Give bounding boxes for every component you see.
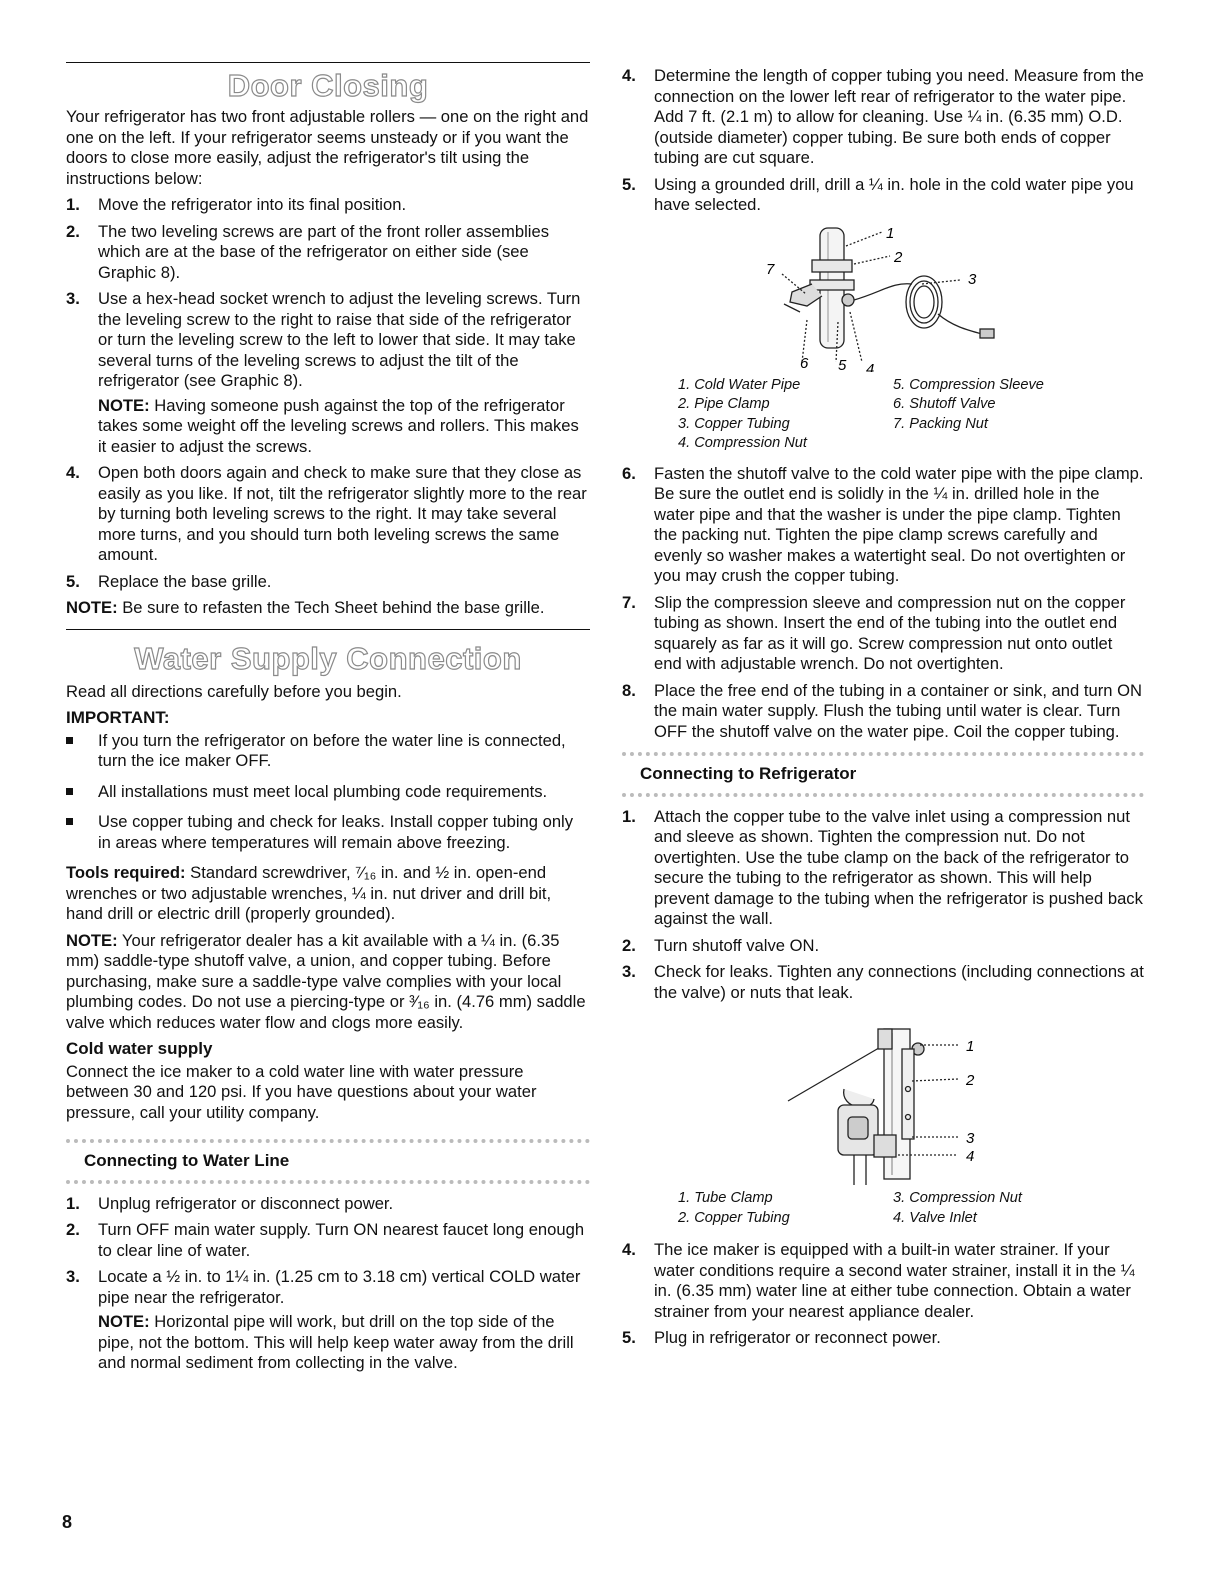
door-note xyxy=(66,598,590,619)
step-number: 8. xyxy=(622,680,636,700)
connecting-refrigerator-heading: Connecting to Refrigerator xyxy=(622,752,1144,797)
cold-water-heading: Cold water supply xyxy=(66,1039,213,1058)
step-text: Place the free end of the tubing in a container or sink, and turn ON the main water supply. Flush the tubing until water is clear. Turn OFF the shutoff valve on the water pipe. Coil the copper tubing. xyxy=(654,680,1142,741)
step-item xyxy=(622,1328,1144,1349)
water-line-steps-cont xyxy=(622,66,1144,216)
step-note xyxy=(98,396,590,458)
figure-label: 4 xyxy=(866,360,875,372)
valve-inlet-captions xyxy=(622,1189,1144,1228)
step-number: 1. xyxy=(66,195,80,214)
caption: 6. Shutoff Valve xyxy=(893,396,996,412)
bullet-square-icon xyxy=(66,788,73,795)
note-text: Horizontal pipe will work, but drill on the top side of the pipe, not the bottom. This will help keep water away from the drill and normal sediment from collecting in the valve. xyxy=(98,1312,574,1372)
door-intro: Your refrigerator has two front adjustable rollers — one on the right and one on the left. If your refrigerator seems unsteady or if you want the doors to close more easily, adjust the refrigerator's tilt using the instructions below: xyxy=(66,107,589,188)
step-number: 4. xyxy=(622,66,636,85)
step-number: 3. xyxy=(622,962,636,981)
caption: 4. Compression Nut xyxy=(678,435,807,451)
figure-label: 4 xyxy=(966,1148,975,1165)
step-number: 3. xyxy=(66,1267,80,1286)
step-item xyxy=(66,289,590,457)
figure-label: 1 xyxy=(886,224,895,242)
caption: 5. Compression Sleeve xyxy=(893,376,1044,393)
figure-label: 6 xyxy=(800,354,809,372)
water-line-steps-2 xyxy=(622,464,1144,743)
important-heading: IMPORTANT: xyxy=(66,708,170,727)
bullet-square-icon xyxy=(66,818,73,825)
refrigerator-steps xyxy=(622,807,1144,1004)
step-text: The ice maker is equipped with a built-in water strainer. If your water conditions require a second water strainer, install it in the ¼ in. (6.35 mm) water line at either tube connection. Obtain a water strainer from your nearest appliance dealer. xyxy=(654,1240,1135,1321)
step-item xyxy=(66,1220,590,1261)
section-rule xyxy=(66,62,590,63)
step-text: Turn shutoff valve ON. xyxy=(654,935,820,955)
valve-inlet-figure xyxy=(622,1009,1144,1189)
step-item xyxy=(66,463,590,566)
bullet-text: If you turn the refrigerator on before the water line is connected, turn the ice maker OFF. xyxy=(98,730,566,770)
step-item xyxy=(622,464,1144,587)
caption: 2. Copper Tubing xyxy=(678,1209,790,1226)
bullet-item xyxy=(66,782,590,803)
note-label: NOTE: xyxy=(66,930,118,950)
tools-text: Standard screwdriver, ⁷⁄₁₆ in. and ½ in. open-end wrenches or two adjustable wrenches, ¼ in. nut driver and drill bit, hand drill or electric drill (properly grounded). xyxy=(66,863,552,923)
refrigerator-steps-2 xyxy=(622,1240,1144,1349)
step-item xyxy=(622,962,1144,1003)
caption: 2. Pipe Clamp xyxy=(678,396,770,412)
step-number: 3. xyxy=(66,289,80,308)
step-note xyxy=(98,1312,590,1374)
bullet-item xyxy=(66,812,590,853)
shutoff-valve-captions xyxy=(622,376,1144,454)
figure-label: 2 xyxy=(894,248,903,266)
kit-note-text: Your refrigerator dealer has a kit available with a ¼ in. (6.35 mm) saddle-type shutoff valve, a union, and copper tubing. Before purchasing, make sure a saddle-type valve complies with your local plumbing codes. Do not use a piercing-type or ³⁄₁₆ in. (4.76 mm) saddle valve which reduces water flow and clogs more easily. xyxy=(66,930,586,1032)
step-number: 6. xyxy=(622,463,636,483)
figure-label: 3 xyxy=(968,270,977,288)
water-intro: Read all directions carefully before you begin. xyxy=(66,681,402,701)
bullet-square-icon xyxy=(66,737,73,744)
step-item xyxy=(66,222,590,284)
step-item xyxy=(622,175,1144,216)
bullet-text: Use copper tubing and check for leaks. Install copper tubing only in areas where temperatures will remain above freezing. xyxy=(98,812,574,852)
step-number: 1. xyxy=(622,806,636,826)
valve-inlet-illustration xyxy=(622,1009,1144,1189)
tools-required xyxy=(66,863,590,925)
step-number: 7. xyxy=(622,592,636,612)
caption: 3. Compression Nut xyxy=(893,1190,1022,1206)
caption: 1. Tube Clamp xyxy=(678,1190,773,1206)
step-number: 2. xyxy=(66,1220,80,1239)
shutoff-valve-illustration xyxy=(622,222,1144,372)
caption: 3. Copper Tubing xyxy=(678,415,790,432)
caption-col-right xyxy=(893,1189,1113,1228)
door-note-text: Be sure to refasten the Tech Sheet behind the base grille. xyxy=(117,598,545,617)
page-number: 8 xyxy=(62,1512,73,1532)
step-text: Open both doors again and check to make sure that they close as easily as you like. If not, tilt the refrigerator slightly more to the rear by turning both leveling screws to the right. It may take several more turns, and you should turn both leveling screws the same amount. xyxy=(98,463,587,564)
step-item xyxy=(66,1194,590,1215)
step-text: The two leveling screws are part of the front roller assemblies which are at the base of the refrigerator on either side (see Graphic 8). xyxy=(98,221,549,282)
figure-label: 3 xyxy=(966,1130,975,1147)
caption-col-left xyxy=(622,376,893,454)
caption-col-left xyxy=(622,1189,893,1228)
step-number: 5. xyxy=(622,174,636,194)
step-text: Using a grounded drill, drill a ¼ in. hole in the cold water pipe you have selected. xyxy=(654,174,1134,214)
water-supply-title: Water Supply Connection xyxy=(134,640,522,676)
step-text: Use a hex-head socket wrench to adjust the leveling screws. Turn the leveling screw to the right to raise that side of the refrigerator or turn the leveling screw to the left to lower that side. It may take several turns of the leveling screws to adjust the tilt of the refrigerator (see Graphic 8). xyxy=(98,289,581,390)
cold-water-text: Connect the ice maker to a cold water line with water pressure between 30 and 120 psi. If you have questions about your water pressure, call your utility company. xyxy=(66,1061,537,1122)
kit-note xyxy=(66,931,590,1034)
tools-label: Tools required: xyxy=(66,863,186,882)
step-text: Attach the copper tube to the valve inlet using a compression nut and sleeve as shown. Tighten the compression nut. Do not overtighten. Use the tube clamp on the back of the refrigerator to secure the tubing to the refrigerator as shown. This will help prevent damage to the tubing when the refrigerator is pushed back against the wall. xyxy=(654,806,1143,928)
figure-label: 5 xyxy=(838,356,847,372)
step-item xyxy=(622,593,1144,675)
step-text: Check for leaks. Tighten any connections (including connections at the valve) or nuts that leak. xyxy=(654,962,1144,1002)
step-number: 2. xyxy=(66,221,80,241)
step-number: 5. xyxy=(66,571,80,591)
caption: 1. Cold Water Pipe xyxy=(678,376,801,393)
shutoff-valve-figure xyxy=(622,222,1144,372)
step-text: Determine the length of copper tubing you need. Measure from the connection on the lower left rear of refrigerator to the water pipe. Add 7 ft. (2.1 m) to allow for cleaning. Use ¼ in. (6.35 mm) O.D. (outside diameter) copper tubing. Be sure both ends of copper tubing are cut square. xyxy=(654,66,1144,167)
connecting-water-line-heading: Connecting to Water Line xyxy=(66,1139,590,1184)
figure-label: 2 xyxy=(966,1072,975,1089)
caption: 4. Valve Inlet xyxy=(893,1209,977,1226)
note-label: NOTE: xyxy=(98,1312,150,1331)
left-column xyxy=(66,62,590,1380)
note-text: Having someone push against the top of the refrigerator takes some weight off the leveling screws and rollers. This makes it easier to adjust the screws. xyxy=(98,395,579,456)
step-item xyxy=(622,681,1144,743)
important-bullets xyxy=(66,731,590,854)
step-text: Move the refrigerator into its final position. xyxy=(98,195,407,214)
step-item xyxy=(622,1240,1144,1322)
step-number: 1. xyxy=(66,1193,80,1213)
step-number: 4. xyxy=(622,1240,636,1259)
step-item xyxy=(66,572,590,593)
bullet-item xyxy=(66,731,590,772)
step-item xyxy=(622,936,1144,957)
step-number: 5. xyxy=(622,1328,636,1347)
caption: 7. Packing Nut xyxy=(893,415,988,432)
step-text: Fasten the shutoff valve to the cold water pipe with the pipe clamp. Be sure the outlet end is solidly in the ¼ in. drilled hole in the water pipe and that the washer is under the pipe clamp. Tighten the packing nut. Tighten the pipe clamp screws carefully and evenly so washer makes a watertight seal. Do not overtighten or you may crush the copper tubing. xyxy=(654,463,1144,585)
step-text: Locate a ½ in. to 1¼ in. (1.25 cm to 3.18 cm) vertical COLD water pipe near the refrigerator. xyxy=(98,1267,581,1307)
step-item xyxy=(622,807,1144,930)
step-number: 2. xyxy=(622,935,636,955)
step-text: Slip the compression sleeve and compression nut on the copper tubing as shown. Insert the end of the tubing into the outlet end squarely as far as it will go. Screw compression nut onto outlet end with adjustable wrench. Do not overtighten. xyxy=(654,592,1126,673)
door-closing-title: Door Closing xyxy=(227,68,429,103)
step-number: 4. xyxy=(66,463,80,482)
figure-label: 7 xyxy=(766,260,775,278)
figure-label: 1 xyxy=(966,1038,975,1055)
bullet-text: All installations must meet local plumbing code requirements. xyxy=(98,781,548,801)
step-text: Replace the base grille. xyxy=(98,571,272,591)
step-text: Plug in refrigerator or reconnect power. xyxy=(654,1328,941,1347)
step-item xyxy=(622,66,1144,169)
step-item xyxy=(66,1267,590,1374)
step-item xyxy=(66,195,590,216)
note-label: NOTE: xyxy=(66,598,118,617)
step-text: Turn OFF main water supply. Turn ON nearest faucet long enough to clear line of water. xyxy=(98,1220,585,1260)
caption-col-right xyxy=(893,376,1113,454)
section-rule xyxy=(66,629,590,630)
door-steps xyxy=(66,195,590,592)
step-text: Unplug refrigerator or disconnect power. xyxy=(98,1193,394,1213)
note-label: NOTE: xyxy=(98,395,150,415)
water-line-steps xyxy=(66,1194,590,1374)
right-column xyxy=(622,66,1144,1355)
